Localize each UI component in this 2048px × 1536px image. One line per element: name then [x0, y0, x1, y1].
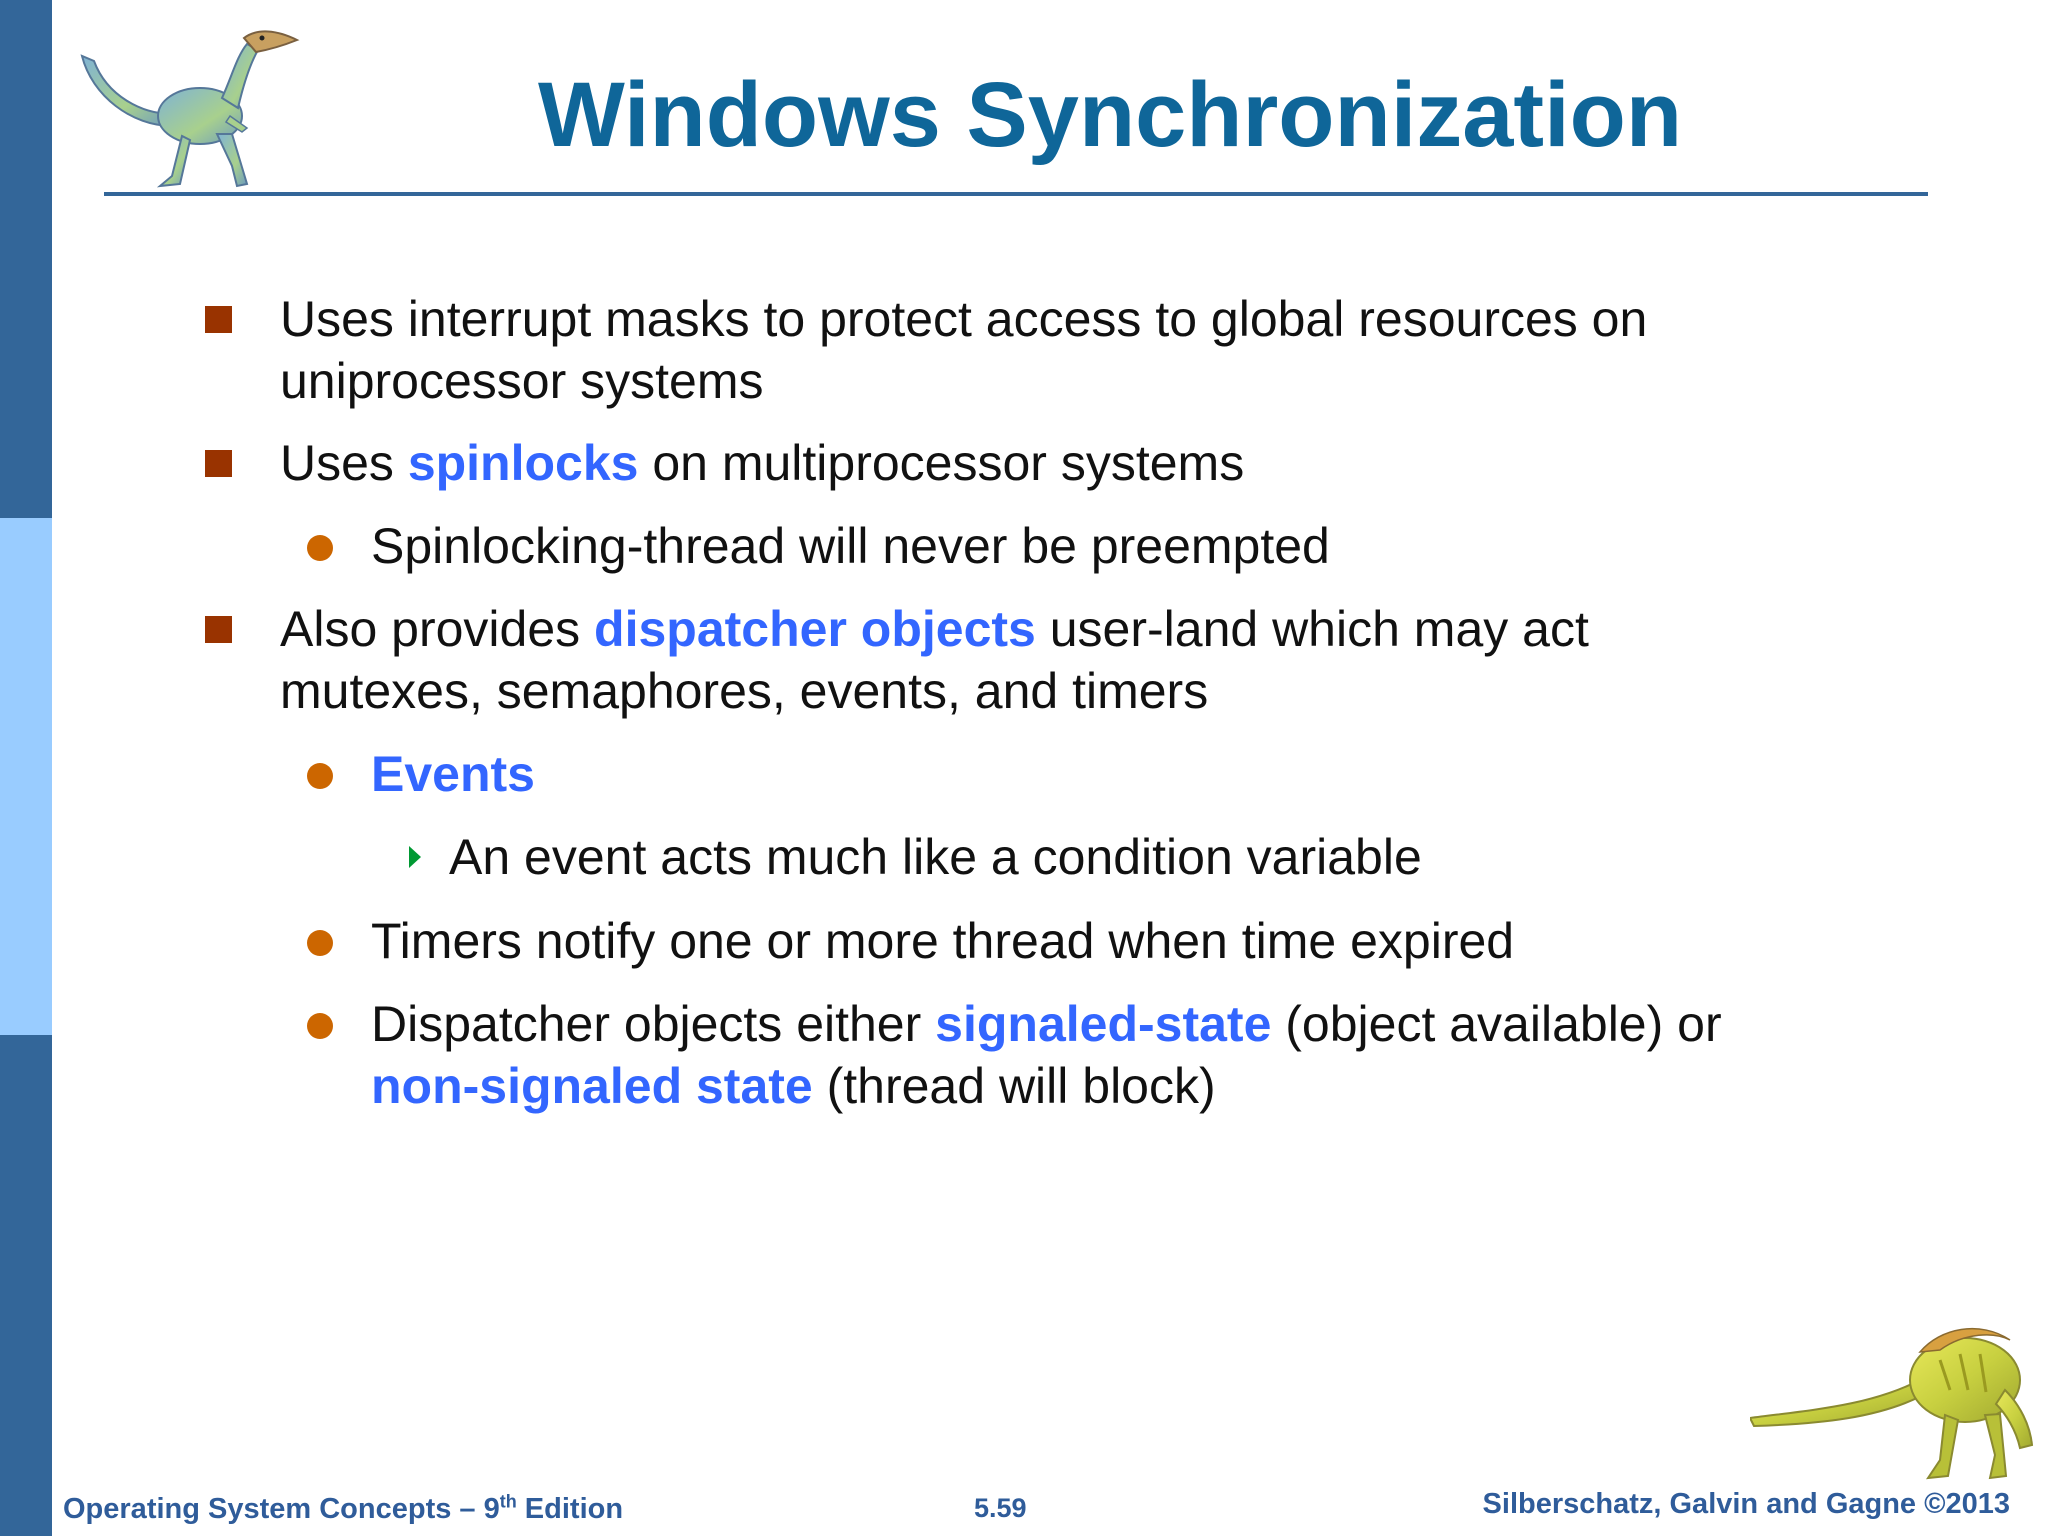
sidebar-top-segment: [0, 0, 52, 518]
dinosaur-icon: [1750, 1310, 2040, 1500]
highlight-events: Events: [371, 746, 535, 802]
footer-book-title: [63, 1490, 623, 1528]
bullet-item-2-post: on multiprocessor systems: [638, 435, 1245, 491]
sub-bullet-dispatcher-states-mid: (object available) or: [1271, 996, 1722, 1052]
sub-bullet-timers-text: Timers notify one or more thread when time expired: [371, 913, 1515, 969]
bullet-item-1: [280, 288, 1780, 412]
sub-sub-bullet-event-condition-text: An event acts much like a condition variable: [449, 829, 1422, 885]
footer-book-title-tail: Edition: [516, 1493, 624, 1525]
bullet-item-2: [280, 432, 1780, 494]
bullet-dot-icon: [307, 535, 333, 561]
sidebar-bottom-segment: [0, 1035, 52, 1536]
sub-bullet-spinlocking: [371, 515, 1831, 577]
sidebar-middle-segment: [0, 518, 52, 1035]
bullet-square-icon: [205, 616, 232, 643]
bullet-arrow-icon: [409, 846, 421, 868]
sub-bullet-spinlocking-text: Spinlocking-thread will never be preempted: [371, 518, 1330, 574]
bullet-dot-icon: [307, 1013, 333, 1039]
bullet-item-3-pre: Also provides: [280, 601, 595, 657]
footer-book-title-main: Operating System Concepts – 9: [63, 1493, 500, 1525]
sub-bullet-timers: [371, 910, 1831, 972]
bullet-item-3-post: user-land which may act mutexes, semaphores, events, and timers: [280, 601, 1589, 719]
sidebar-band: [0, 0, 52, 1536]
dinosaur-icon: [72, 16, 312, 196]
highlight-non-signaled-state: non-signaled state: [371, 1058, 813, 1114]
title-divider: [104, 192, 1928, 196]
footer-book-title-sup: th: [499, 1491, 517, 1512]
highlight-spinlocks: spinlocks: [407, 435, 639, 491]
bullet-dot-icon: [307, 930, 333, 956]
bullet-square-icon: [205, 450, 232, 477]
bullet-dot-icon: [307, 763, 333, 789]
sub-sub-bullet-event-condition: [449, 826, 1849, 888]
footer-authors: Silberschatz, Galvin and Gagne ©2013: [1482, 1488, 2010, 1520]
page-title: Windows Synchronization: [537, 64, 1683, 166]
slide-number: 5.59: [974, 1493, 1027, 1523]
sub-bullet-dispatcher-states: [371, 993, 1831, 1117]
highlight-signaled-state: signaled-state: [935, 996, 1272, 1052]
bullet-item-1-text: Uses interrupt masks to protect access to global resources on uniprocessor systems: [280, 291, 1648, 409]
highlight-dispatcher-objects: dispatcher objects: [594, 601, 1036, 657]
bullet-square-icon: [205, 306, 232, 333]
bullet-item-2-pre: Uses: [280, 435, 408, 491]
sub-bullet-events: [371, 743, 1831, 805]
bullet-item-3: [280, 598, 1780, 722]
sub-bullet-dispatcher-states-post: (thread will block): [812, 1058, 1216, 1114]
sub-bullet-dispatcher-states-pre: Dispatcher objects either: [371, 996, 936, 1052]
